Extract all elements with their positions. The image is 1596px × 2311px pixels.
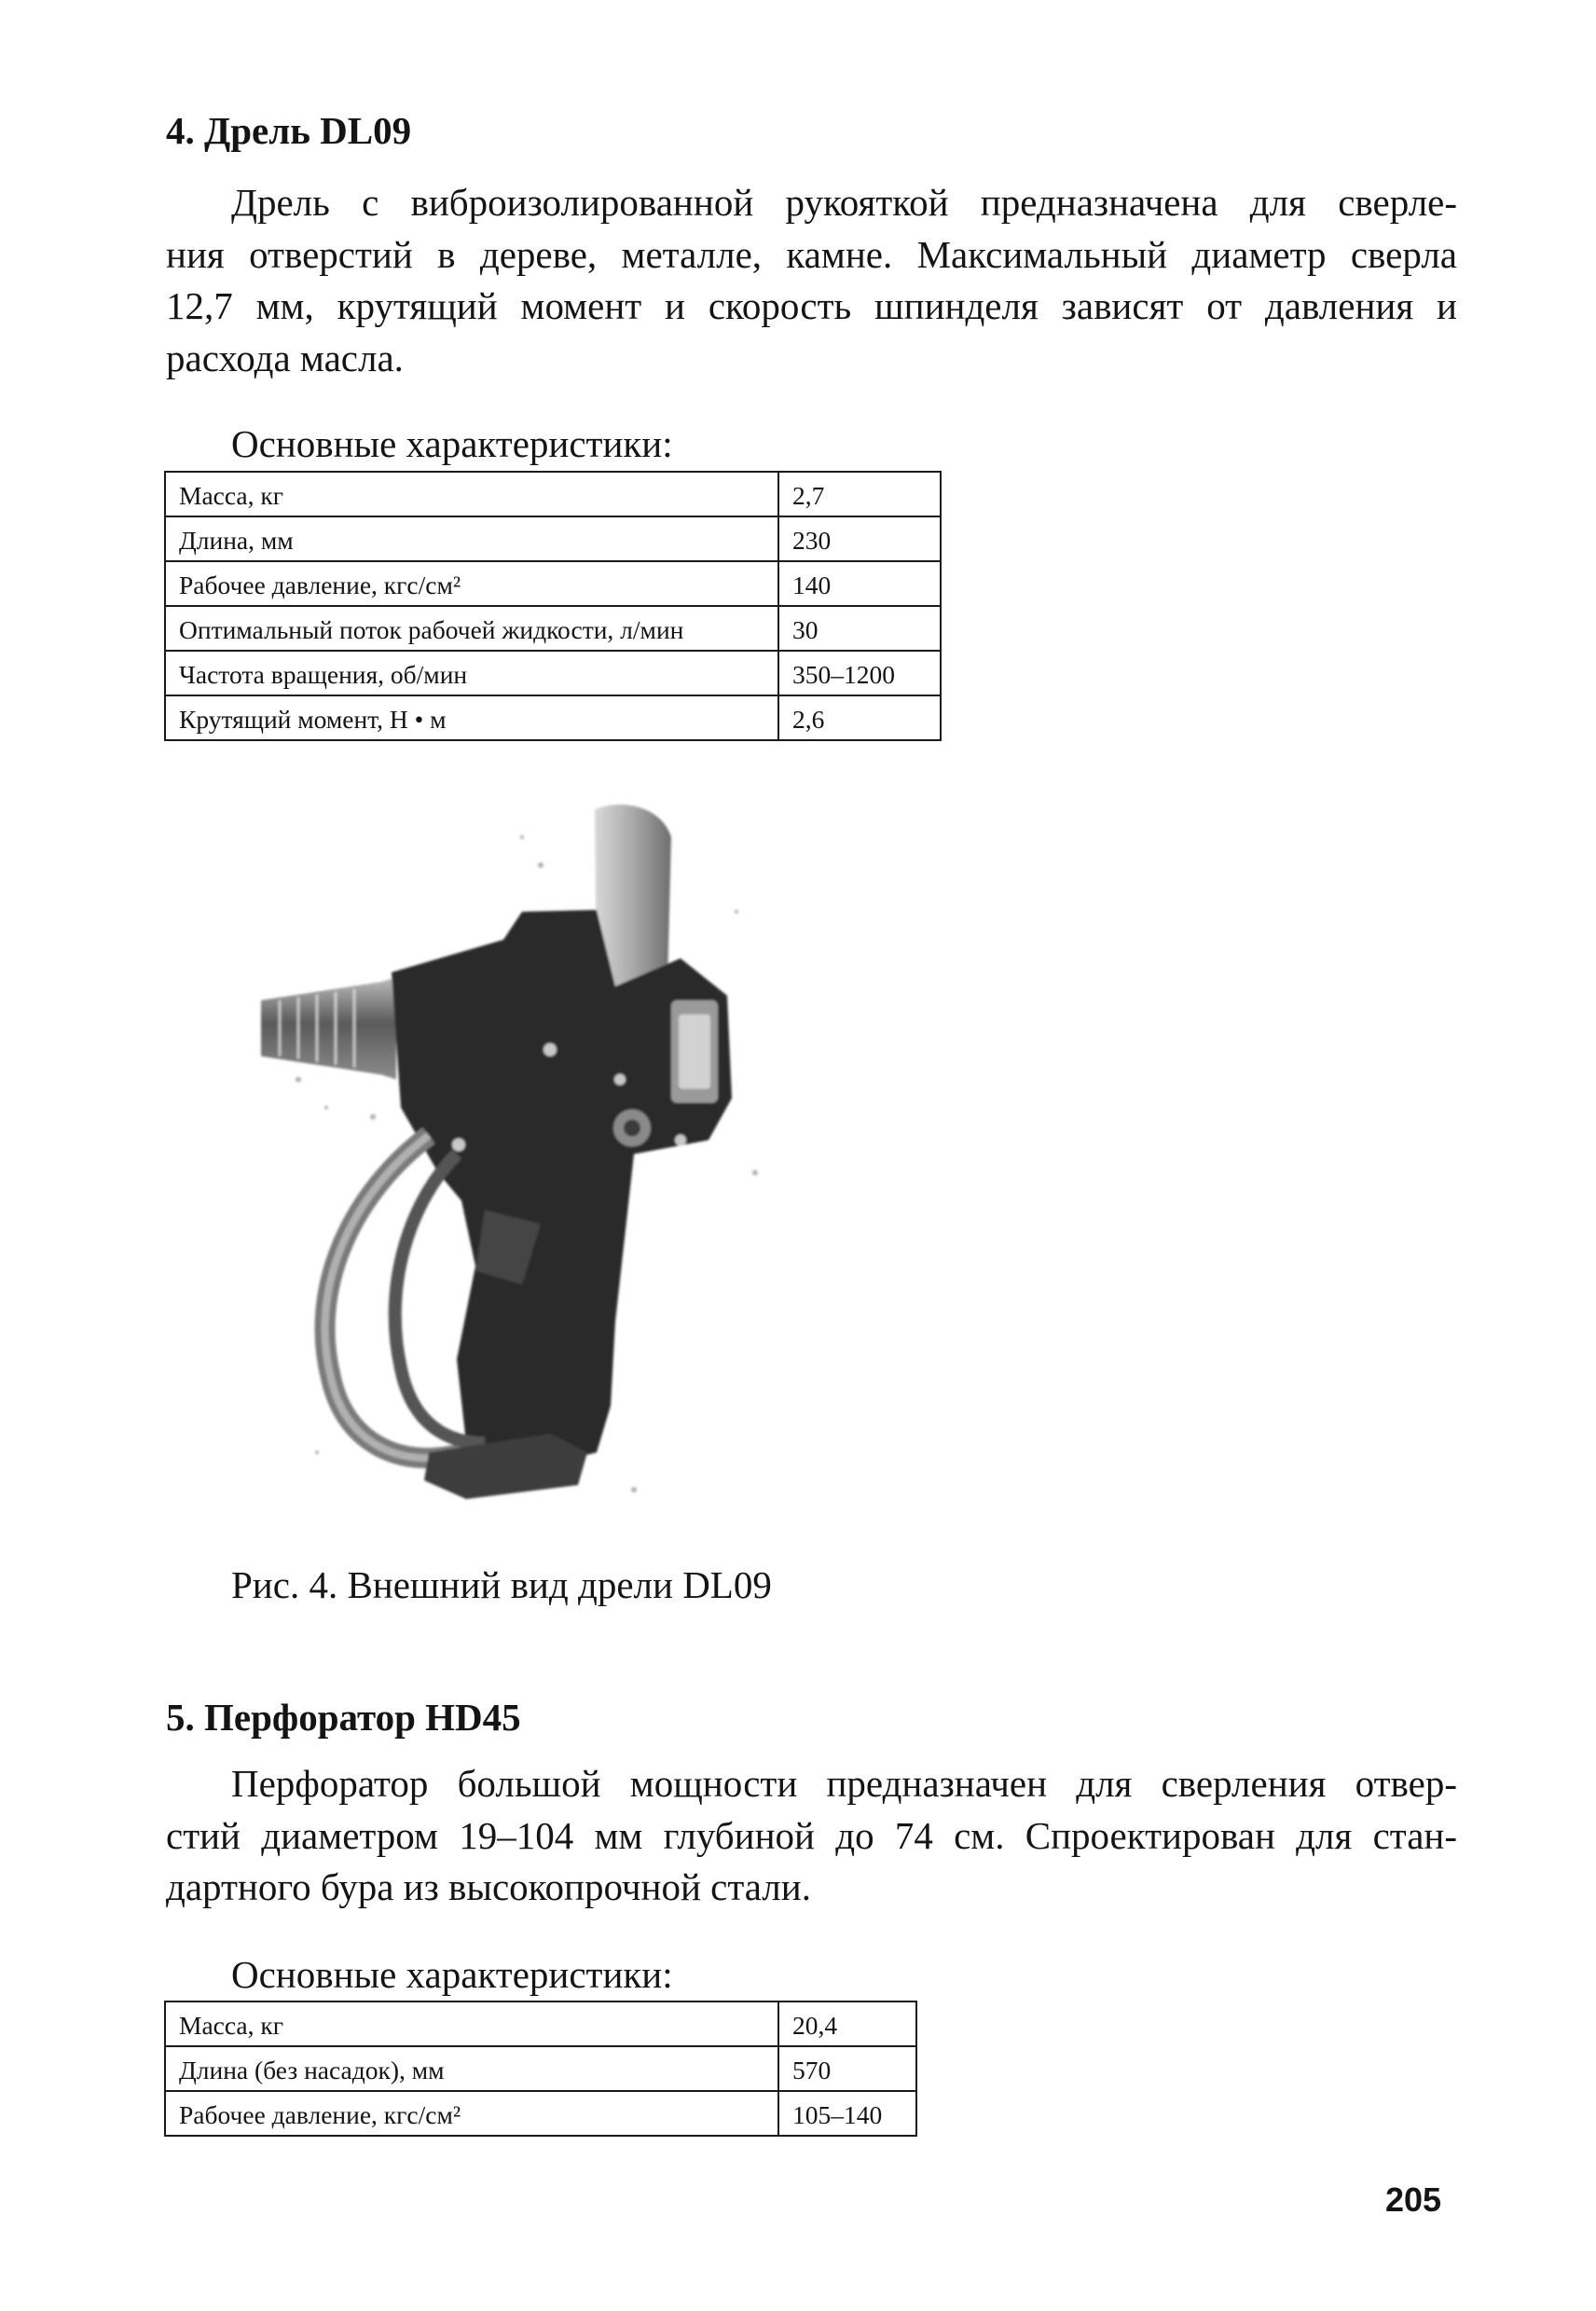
- table-row: [165, 606, 941, 651]
- paragraph-line: 12,7 мм, крутящий момент и скорость шпинделя зависят от давления и: [166, 284, 1457, 327]
- drill-body: [392, 910, 732, 1471]
- spec-param: Длина (без насадок), мм: [165, 2046, 778, 2091]
- table-row: [165, 472, 941, 516]
- spec-param: Масса, кг: [165, 472, 778, 516]
- table-row: [165, 695, 941, 740]
- spec-value: 30: [778, 606, 941, 651]
- spec-value: 20,4: [778, 2001, 916, 2046]
- paragraph-line: расхода масла.: [166, 336, 404, 379]
- paragraph-line: стий диаметром 19–104 мм глубиной до 74 см. Спроектирован для стан-: [166, 1813, 1457, 1857]
- paragraph-line: дартного бура из высокопрочной стали.: [166, 1865, 811, 1908]
- spec-value: 570: [778, 2046, 916, 2091]
- section-4-specs-table: [164, 471, 942, 741]
- table-row: [165, 2046, 916, 2091]
- section-5-specs-label: Основные характеристики:: [231, 1953, 673, 1996]
- table-row: [165, 2091, 916, 2136]
- spec-param: Рабочее давление, кгс/см²: [165, 561, 778, 606]
- table-row: [165, 651, 941, 695]
- paragraph-line: ния отверстий в дереве, металле, камне. Максимальный диаметр сверла: [166, 232, 1457, 276]
- drill-photo: [242, 800, 802, 1546]
- paragraph-line: Перфоратор большой мощности предназначен для сверления отвер-: [231, 1762, 1457, 1805]
- spec-param: Крутящий момент, Н • м: [165, 695, 778, 740]
- spec-value: 140: [778, 561, 941, 606]
- table-row: [165, 2001, 916, 2046]
- base-coupling: [424, 1434, 587, 1499]
- drill-chuck: [261, 977, 396, 1080]
- section-5-heading: 5. Перфоратор HD45: [166, 1696, 521, 1739]
- spec-param: Оптимальный поток рабочей жидкости, л/мин: [165, 606, 778, 651]
- spec-param: Длина, мм: [165, 516, 778, 561]
- paragraph-line: Дрель с виброизолированной рукояткой предназначена для сверле-: [231, 181, 1457, 224]
- spec-param: Масса, кг: [165, 2001, 778, 2046]
- section-4-heading: 4. Дрель DL09: [166, 109, 412, 152]
- table-row: [165, 561, 941, 606]
- spec-value: 105–140: [778, 2091, 916, 2136]
- spec-value: 2,7: [778, 472, 941, 516]
- table-row: [165, 516, 941, 561]
- section-4-specs-label: Основные характеристики:: [231, 422, 673, 465]
- section-4-paragraph: [166, 177, 1457, 384]
- section-5-specs-table: [164, 2001, 917, 2137]
- spec-value: 350–1200: [778, 651, 941, 695]
- spec-value: 2,6: [778, 695, 941, 740]
- spec-param: Частота вращения, об/мин: [165, 651, 778, 695]
- spec-value: 230: [778, 516, 941, 561]
- page-number: 205: [1385, 2180, 1442, 2219]
- figure-caption: Рис. 4. Внешний вид дрели DL09: [231, 1563, 772, 1606]
- spec-param: Рабочее давление, кгс/см²: [165, 2091, 778, 2136]
- section-5-paragraph: [166, 1758, 1457, 1914]
